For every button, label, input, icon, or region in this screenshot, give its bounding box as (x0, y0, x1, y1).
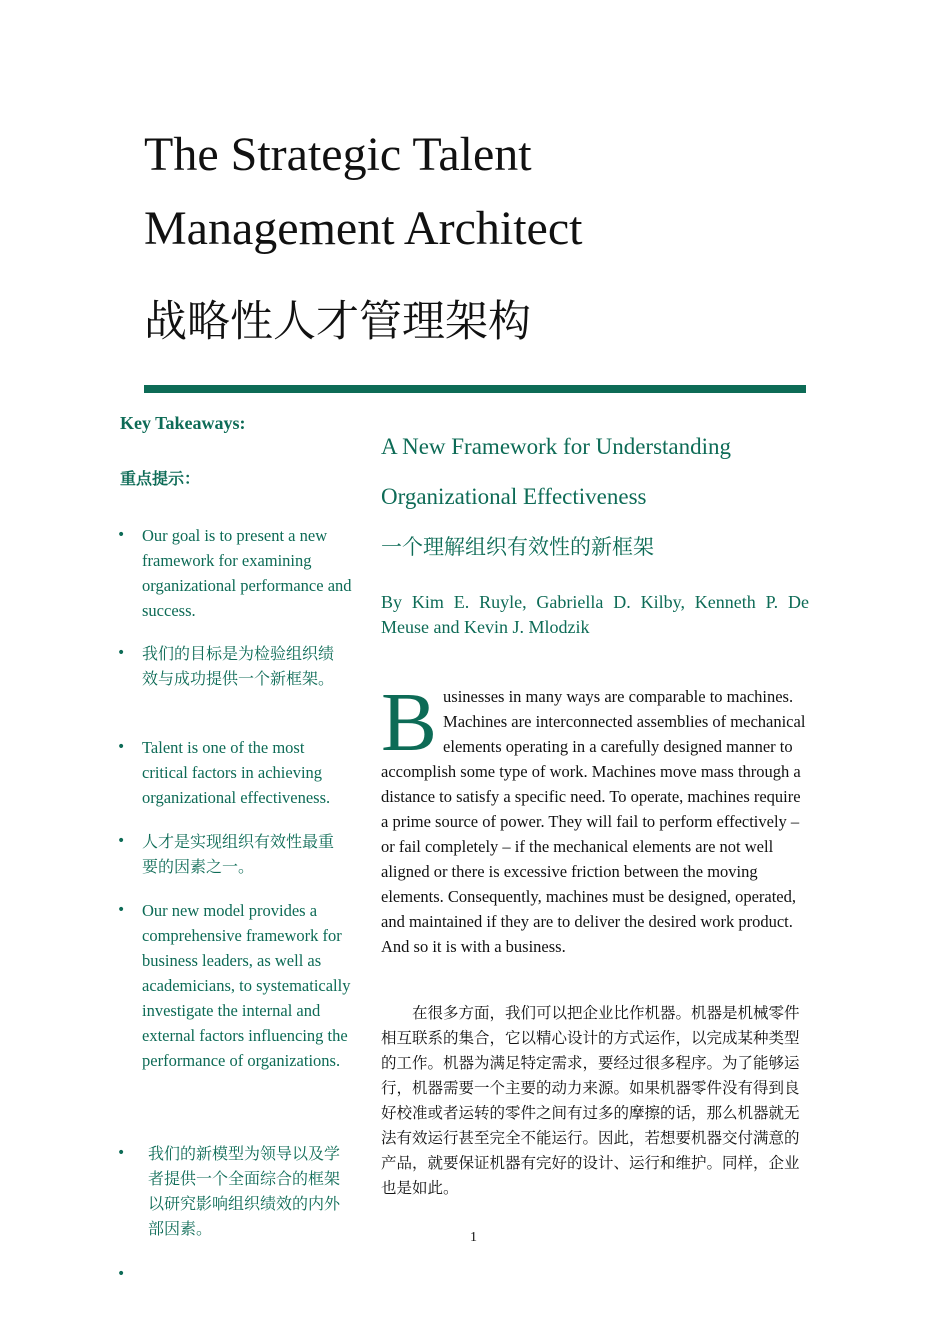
title-line-2: Management Architect (144, 202, 583, 255)
article-body-english-text: usinesses in many ways are comparable to machines. Machines are interconnected assemblies of mechanical elements operating in a carefully designed manner to accomplish some type of work. Machines move mass through a distance to satisfy a specific need. To operate, machines require a prime source of power. They will fail to perform effectively – or fail completely – if the mechanical elements are not well aligned or there is excessive friction between the moving elements. Consequently, machines must be designed, operated, and maintained if they are to deliver the desired work product. And so it is with a business. (381, 687, 806, 956)
article-heading-line-2: Organizational Effectiveness (381, 484, 647, 509)
article-heading-chinese: 一个理解组织有效性的新框架 (381, 535, 654, 559)
title-chinese: 战略性人才管理架构 (144, 297, 531, 347)
takeaway-text: Our goal is to present a new framework for examining organizational performance and success. (142, 526, 352, 620)
article-heading-line-1: A New Framework for Understanding (381, 434, 732, 459)
title-divider-rule (144, 385, 806, 393)
bullet-icon: • (117, 527, 126, 543)
bullet-icon: • (117, 645, 126, 661)
key-takeaways-heading-chinese: 重点提示： (120, 469, 201, 488)
bullet-icon: • (117, 902, 126, 918)
takeaway-text: 人才是实现组织有效性最重要的因素之一。 (142, 832, 335, 876)
page-number: 1 (470, 1230, 477, 1245)
key-takeaways-heading: Key Takeaways: (120, 413, 246, 433)
takeaway-text: 我们的新模型为领导以及学者提供一个全面综合的框架以研究影响组织绩效的内外部因素。 (148, 1144, 341, 1238)
bullet-icon: • (117, 1266, 126, 1282)
takeaway-text: Our new model provides a comprehensive framework for business leaders, as well as academicians, to systematically investigate the internal and external factors influencing the performance of organizations. (142, 901, 351, 1070)
drop-cap: B (381, 676, 438, 769)
article-body-chinese: 在很多方面，我们可以把企业比作机器。机器是机械零件相互联系的集合，它以精心设计的方式运作，以完成某种类型的工作。机器为满足特定需求，要经过很多程序。为了能够运行，机器需要一个主要的动力来源。如果机器零件没有得到良好校准或者运转的零件之间有过多的摩擦的话，那么机器就无法有效运行甚至完全不能运行。因此，若想要机器交付满意的产品，就要保证机器有完好的设计、运行和维护。同样，企业也是如此。 (381, 1004, 800, 1197)
author-byline: By Kim E. Ruyle, Gabriella D. Kilby, Kenneth P. De Meuse and Kevin J. Mlodzik (381, 592, 809, 637)
bullet-icon: • (117, 739, 126, 755)
bullet-icon: • (117, 833, 126, 849)
takeaway-text: Talent is one of the most critical factors in achieving organizational effectiveness. (142, 738, 331, 807)
bullet-icon: • (117, 1145, 126, 1161)
title-line-1: The Strategic Talent (144, 128, 532, 181)
takeaway-text: 我们的目标是为检验组织绩效与成功提供一个新框架。 (142, 644, 335, 688)
article-body-english (381, 676, 809, 959)
